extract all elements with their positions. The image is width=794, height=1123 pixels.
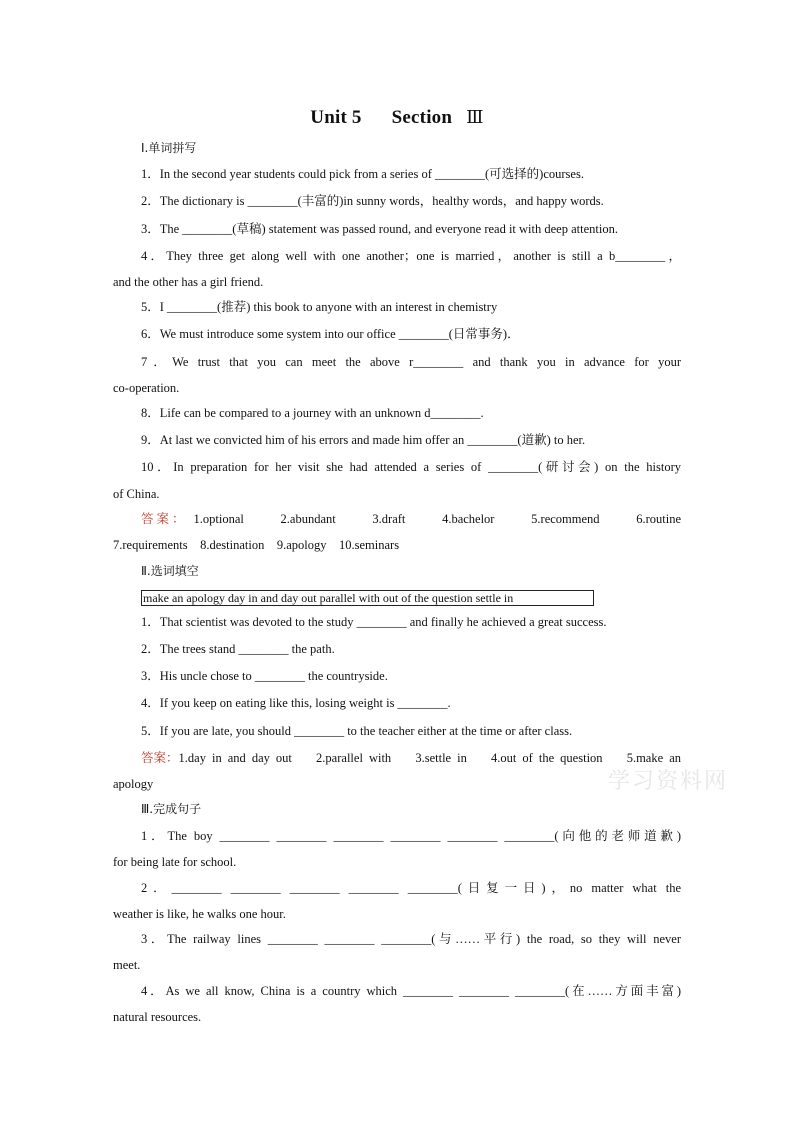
part1-question-5: 5．I ________(推荐) this book to anyone with an interest in chemistry <box>141 300 498 314</box>
part1-heading: Ⅰ.单词拼写 <box>141 141 197 155</box>
part1-question-8: 8．Life can be compared to a journey with an unknown d________. <box>141 406 484 420</box>
word-box: make an apology day in and day out parallel with out of the question settle in <box>141 590 594 606</box>
part1-answer-cont: 7.requirements 8.destination 9.apology 10.seminars <box>113 538 400 552</box>
page-title <box>0 107 794 129</box>
part3-question-2: 2．________ ________ ________ ________ ________(日复一日)，no matter what the <box>141 881 681 895</box>
part1-question-7: 7．We trust that you can meet the above r________ and thank you in advance for your <box>141 355 681 369</box>
watermark: 学习资料网 <box>608 769 729 794</box>
part2-answer <box>113 750 681 766</box>
part1-question-4-cont: and the other has a girl friend. <box>113 275 264 289</box>
part3-heading: Ⅲ.完成句子 <box>141 802 202 816</box>
part2-question-3: 3．His uncle chose to ________ the countryside. <box>141 669 388 683</box>
title-unit: Unit 5 <box>310 107 362 128</box>
title-numeral: Ⅲ <box>466 107 484 127</box>
part3-question-4-cont: natural resources. <box>113 1010 202 1024</box>
part1-question-10: 10．In preparation for her visit she had attended a series of ________(研讨会) on the history <box>141 460 681 474</box>
part3-question-4: 4．As we all know, China is a country which ________ ________ ________(在……方面丰富) <box>141 984 681 998</box>
part1-answer <box>113 511 681 527</box>
part1-question-4: 4．They three get along well with one another；one is married，another is still a b________， <box>141 249 681 263</box>
part1-question-10-cont: of China. <box>113 487 160 501</box>
part3-question-2-cont: weather is like, he walks one hour. <box>113 907 286 921</box>
part3-question-3: 3．The railway lines ________ ________ ________(与……平行) the road, so they will never <box>141 932 681 946</box>
part1-answer-text: 1.optional 2.abundant 3.draft 4.bachelor 5.recommend 6.routine <box>193 512 681 526</box>
part1-question-1: 1．In the second year students could pick from a series of ________(可选择的)courses. <box>141 167 584 181</box>
part1-question-3: 3．The ________(草稿) statement was passed round, and everyone read it with deep attention. <box>141 222 618 236</box>
part2-question-5: 5．If you are late, you should ________ to the teacher either at the time or after class. <box>141 724 573 738</box>
part2-answer-cont: apology <box>113 777 154 791</box>
part2-question-4: 4．If you keep on eating like this, losing weight is ________. <box>141 696 451 710</box>
part3-question-1-cont: for being late for school. <box>113 855 237 869</box>
part2-answer-label: 答案： <box>141 750 179 765</box>
part1-question-6: 6．We must introduce some system into our office ________(日常事务)． <box>141 327 520 341</box>
part2-question-1: 1．That scientist was devoted to the study ________ and finally he achieved a great success. <box>141 615 607 629</box>
part2-answer-text: 1.day in and day out 2.parallel with 3.settle in 4.out of the question 5.make an <box>178 751 681 765</box>
part3-question-3-cont: meet. <box>113 958 141 972</box>
part1-question-2: 2．The dictionary is ________(丰富的)in sunny words，healthy words，and happy words. <box>141 194 604 208</box>
part1-question-7-cont: co-operation. <box>113 381 180 395</box>
part1-answer-label: 答案： <box>141 511 188 526</box>
part2-question-2: 2．The trees stand ________ the path. <box>141 642 335 656</box>
part2-heading: Ⅱ.选词填空 <box>141 564 199 578</box>
title-section: Section <box>391 107 453 128</box>
part3-question-1: 1．The boy ________ ________ ________ ________ ________ ________(向他的老师道歉) <box>141 829 681 843</box>
part1-question-9: 9．At last we convicted him of his errors and made him offer an ________(道歉) to her. <box>141 433 586 447</box>
